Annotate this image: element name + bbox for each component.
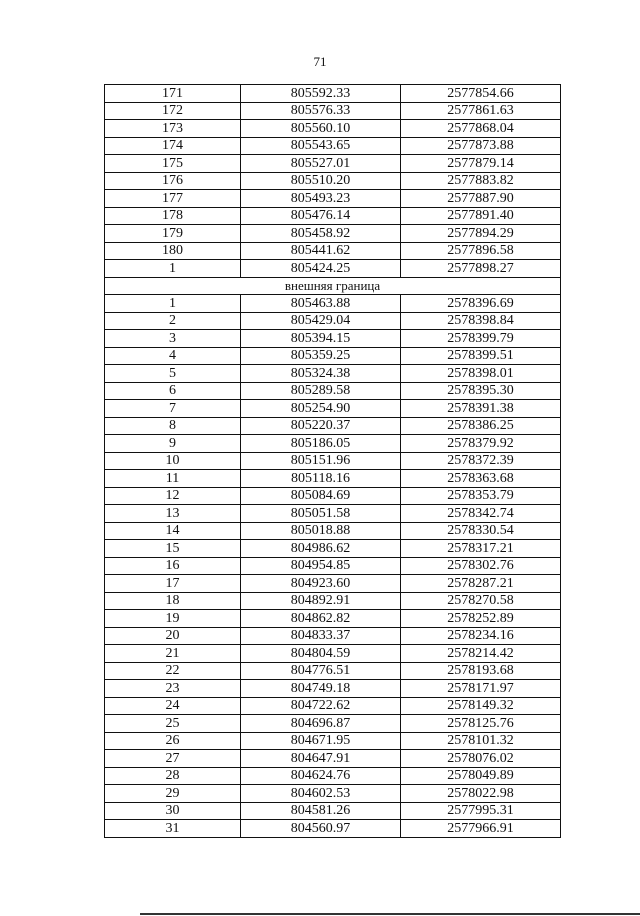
x-coordinate-cell: 804833.37	[241, 627, 401, 645]
x-coordinate-cell: 805476.14	[241, 207, 401, 225]
table-row	[105, 190, 561, 208]
point-number-cell: 1	[105, 260, 241, 278]
point-number-cell: 12	[105, 487, 241, 505]
y-coordinate-cell: 2577894.29	[401, 225, 561, 243]
point-number-cell: 22	[105, 662, 241, 680]
x-coordinate-cell: 805560.10	[241, 120, 401, 138]
point-number-cell: 179	[105, 225, 241, 243]
table-row	[105, 645, 561, 663]
x-coordinate-cell: 805151.96	[241, 452, 401, 470]
table-row	[105, 680, 561, 698]
y-coordinate-cell: 2578330.54	[401, 522, 561, 540]
y-coordinate-cell: 2578398.84	[401, 312, 561, 330]
point-number-cell: 5	[105, 365, 241, 383]
table-row	[105, 750, 561, 768]
table-row	[105, 102, 561, 120]
table-row	[105, 522, 561, 540]
point-number-cell: 30	[105, 802, 241, 820]
y-coordinate-cell: 2577854.66	[401, 85, 561, 103]
x-coordinate-cell: 804776.51	[241, 662, 401, 680]
point-number-cell: 173	[105, 120, 241, 138]
y-coordinate-cell: 2577887.90	[401, 190, 561, 208]
point-number-cell: 13	[105, 505, 241, 523]
table-row	[105, 207, 561, 225]
x-coordinate-cell: 805254.90	[241, 400, 401, 418]
table-body-after	[105, 295, 561, 838]
x-coordinate-cell: 804923.60	[241, 575, 401, 593]
y-coordinate-cell: 2578049.89	[401, 767, 561, 785]
y-coordinate-cell: 2577966.91	[401, 820, 561, 838]
point-number-cell: 2	[105, 312, 241, 330]
point-number-cell: 178	[105, 207, 241, 225]
point-number-cell: 25	[105, 715, 241, 733]
x-coordinate-cell: 805051.58	[241, 505, 401, 523]
y-coordinate-cell: 2578386.25	[401, 417, 561, 435]
y-coordinate-cell: 2578379.92	[401, 435, 561, 453]
point-number-cell: 9	[105, 435, 241, 453]
point-number-cell: 7	[105, 400, 241, 418]
table-row	[105, 697, 561, 715]
x-coordinate-cell: 804749.18	[241, 680, 401, 698]
x-coordinate-cell: 805324.38	[241, 365, 401, 383]
x-coordinate-cell: 804954.85	[241, 557, 401, 575]
point-number-cell: 4	[105, 347, 241, 365]
table-row	[105, 85, 561, 103]
table-row	[105, 172, 561, 190]
table-row	[105, 592, 561, 610]
point-number-cell: 172	[105, 102, 241, 120]
point-number-cell: 171	[105, 85, 241, 103]
x-coordinate-cell: 804560.97	[241, 820, 401, 838]
table-row	[105, 487, 561, 505]
x-coordinate-cell: 805493.23	[241, 190, 401, 208]
scan-edge-line	[140, 913, 640, 915]
point-number-cell: 176	[105, 172, 241, 190]
table-row	[105, 470, 561, 488]
point-number-cell: 31	[105, 820, 241, 838]
y-coordinate-cell: 2577995.31	[401, 802, 561, 820]
y-coordinate-cell: 2578399.51	[401, 347, 561, 365]
coordinates-table	[104, 84, 561, 838]
y-coordinate-cell: 2578149.32	[401, 697, 561, 715]
table-row	[105, 312, 561, 330]
table-row	[105, 505, 561, 523]
table-row	[105, 242, 561, 260]
x-coordinate-cell: 805458.92	[241, 225, 401, 243]
y-coordinate-cell: 2577861.63	[401, 102, 561, 120]
y-coordinate-cell: 2578171.97	[401, 680, 561, 698]
y-coordinate-cell: 2578234.16	[401, 627, 561, 645]
table-row	[105, 347, 561, 365]
x-coordinate-cell: 805394.15	[241, 330, 401, 348]
x-coordinate-cell: 805359.25	[241, 347, 401, 365]
point-number-cell: 18	[105, 592, 241, 610]
table-body-before	[105, 85, 561, 278]
point-number-cell: 17	[105, 575, 241, 593]
x-coordinate-cell: 804671.95	[241, 732, 401, 750]
table-row	[105, 802, 561, 820]
x-coordinate-cell: 804647.91	[241, 750, 401, 768]
y-coordinate-cell: 2578193.68	[401, 662, 561, 680]
y-coordinate-cell: 2578252.89	[401, 610, 561, 628]
x-coordinate-cell: 804581.26	[241, 802, 401, 820]
table-row	[105, 452, 561, 470]
y-coordinate-cell: 2577883.82	[401, 172, 561, 190]
x-coordinate-cell: 805424.25	[241, 260, 401, 278]
table-row	[105, 715, 561, 733]
y-coordinate-cell: 2578214.42	[401, 645, 561, 663]
point-number-cell: 24	[105, 697, 241, 715]
point-number-cell: 26	[105, 732, 241, 750]
point-number-cell: 11	[105, 470, 241, 488]
y-coordinate-cell: 2578396.69	[401, 295, 561, 313]
table-row	[105, 137, 561, 155]
y-coordinate-cell: 2578395.30	[401, 382, 561, 400]
table-row	[105, 330, 561, 348]
table-row	[105, 435, 561, 453]
point-number-cell: 21	[105, 645, 241, 663]
x-coordinate-cell: 805463.88	[241, 295, 401, 313]
point-number-cell: 3	[105, 330, 241, 348]
point-number-cell: 180	[105, 242, 241, 260]
table-row	[105, 540, 561, 558]
table-row	[105, 365, 561, 383]
x-coordinate-cell: 804892.91	[241, 592, 401, 610]
x-coordinate-cell: 805576.33	[241, 102, 401, 120]
table-section	[105, 277, 561, 295]
y-coordinate-cell: 2578398.01	[401, 365, 561, 383]
x-coordinate-cell: 805018.88	[241, 522, 401, 540]
x-coordinate-cell: 804804.59	[241, 645, 401, 663]
table-row	[105, 575, 561, 593]
point-number-cell: 175	[105, 155, 241, 173]
y-coordinate-cell: 2578399.79	[401, 330, 561, 348]
table-row	[105, 785, 561, 803]
table-row	[105, 225, 561, 243]
point-number-cell: 6	[105, 382, 241, 400]
point-number-cell: 19	[105, 610, 241, 628]
x-coordinate-cell: 805118.16	[241, 470, 401, 488]
point-number-cell: 28	[105, 767, 241, 785]
x-coordinate-cell: 805441.62	[241, 242, 401, 260]
table-row	[105, 155, 561, 173]
point-number-cell: 15	[105, 540, 241, 558]
point-number-cell: 174	[105, 137, 241, 155]
point-number-cell: 27	[105, 750, 241, 768]
y-coordinate-cell: 2578022.98	[401, 785, 561, 803]
table-row	[105, 662, 561, 680]
x-coordinate-cell: 804986.62	[241, 540, 401, 558]
point-number-cell: 29	[105, 785, 241, 803]
x-coordinate-cell: 805429.04	[241, 312, 401, 330]
y-coordinate-cell: 2577879.14	[401, 155, 561, 173]
point-number-cell: 20	[105, 627, 241, 645]
page-number: 71	[313, 54, 327, 69]
y-coordinate-cell: 2577896.58	[401, 242, 561, 260]
y-coordinate-cell: 2578287.21	[401, 575, 561, 593]
table-row	[105, 382, 561, 400]
table-row	[105, 767, 561, 785]
section-label: внешняя граница	[105, 277, 561, 295]
x-coordinate-cell: 805527.01	[241, 155, 401, 173]
y-coordinate-cell: 2578342.74	[401, 505, 561, 523]
point-number-cell: 16	[105, 557, 241, 575]
x-coordinate-cell: 804722.62	[241, 697, 401, 715]
x-coordinate-cell: 804602.53	[241, 785, 401, 803]
y-coordinate-cell: 2578076.02	[401, 750, 561, 768]
point-number-cell: 23	[105, 680, 241, 698]
x-coordinate-cell: 805592.33	[241, 85, 401, 103]
x-coordinate-cell: 805510.20	[241, 172, 401, 190]
y-coordinate-cell: 2578270.58	[401, 592, 561, 610]
y-coordinate-cell: 2577868.04	[401, 120, 561, 138]
table-row	[105, 417, 561, 435]
point-number-cell: 14	[105, 522, 241, 540]
y-coordinate-cell: 2578372.39	[401, 452, 561, 470]
table-row	[105, 610, 561, 628]
x-coordinate-cell: 804696.87	[241, 715, 401, 733]
y-coordinate-cell: 2578363.68	[401, 470, 561, 488]
point-number-cell: 8	[105, 417, 241, 435]
y-coordinate-cell: 2578125.76	[401, 715, 561, 733]
y-coordinate-cell: 2577891.40	[401, 207, 561, 225]
y-coordinate-cell: 2577873.88	[401, 137, 561, 155]
y-coordinate-cell: 2578391.38	[401, 400, 561, 418]
x-coordinate-cell: 805084.69	[241, 487, 401, 505]
point-number-cell: 10	[105, 452, 241, 470]
y-coordinate-cell: 2578317.21	[401, 540, 561, 558]
table-row	[105, 732, 561, 750]
x-coordinate-cell: 805186.05	[241, 435, 401, 453]
y-coordinate-cell: 2577898.27	[401, 260, 561, 278]
section-header-row	[105, 277, 561, 295]
x-coordinate-cell: 804624.76	[241, 767, 401, 785]
table-row	[105, 120, 561, 138]
x-coordinate-cell: 805289.58	[241, 382, 401, 400]
table-row	[105, 627, 561, 645]
point-number-cell: 1	[105, 295, 241, 313]
point-number-cell: 177	[105, 190, 241, 208]
table-row	[105, 820, 561, 838]
x-coordinate-cell: 805220.37	[241, 417, 401, 435]
y-coordinate-cell: 2578302.76	[401, 557, 561, 575]
table-row	[105, 295, 561, 313]
table-row	[105, 557, 561, 575]
x-coordinate-cell: 805543.65	[241, 137, 401, 155]
y-coordinate-cell: 2578101.32	[401, 732, 561, 750]
table-row	[105, 260, 561, 278]
y-coordinate-cell: 2578353.79	[401, 487, 561, 505]
table-row	[105, 400, 561, 418]
x-coordinate-cell: 804862.82	[241, 610, 401, 628]
